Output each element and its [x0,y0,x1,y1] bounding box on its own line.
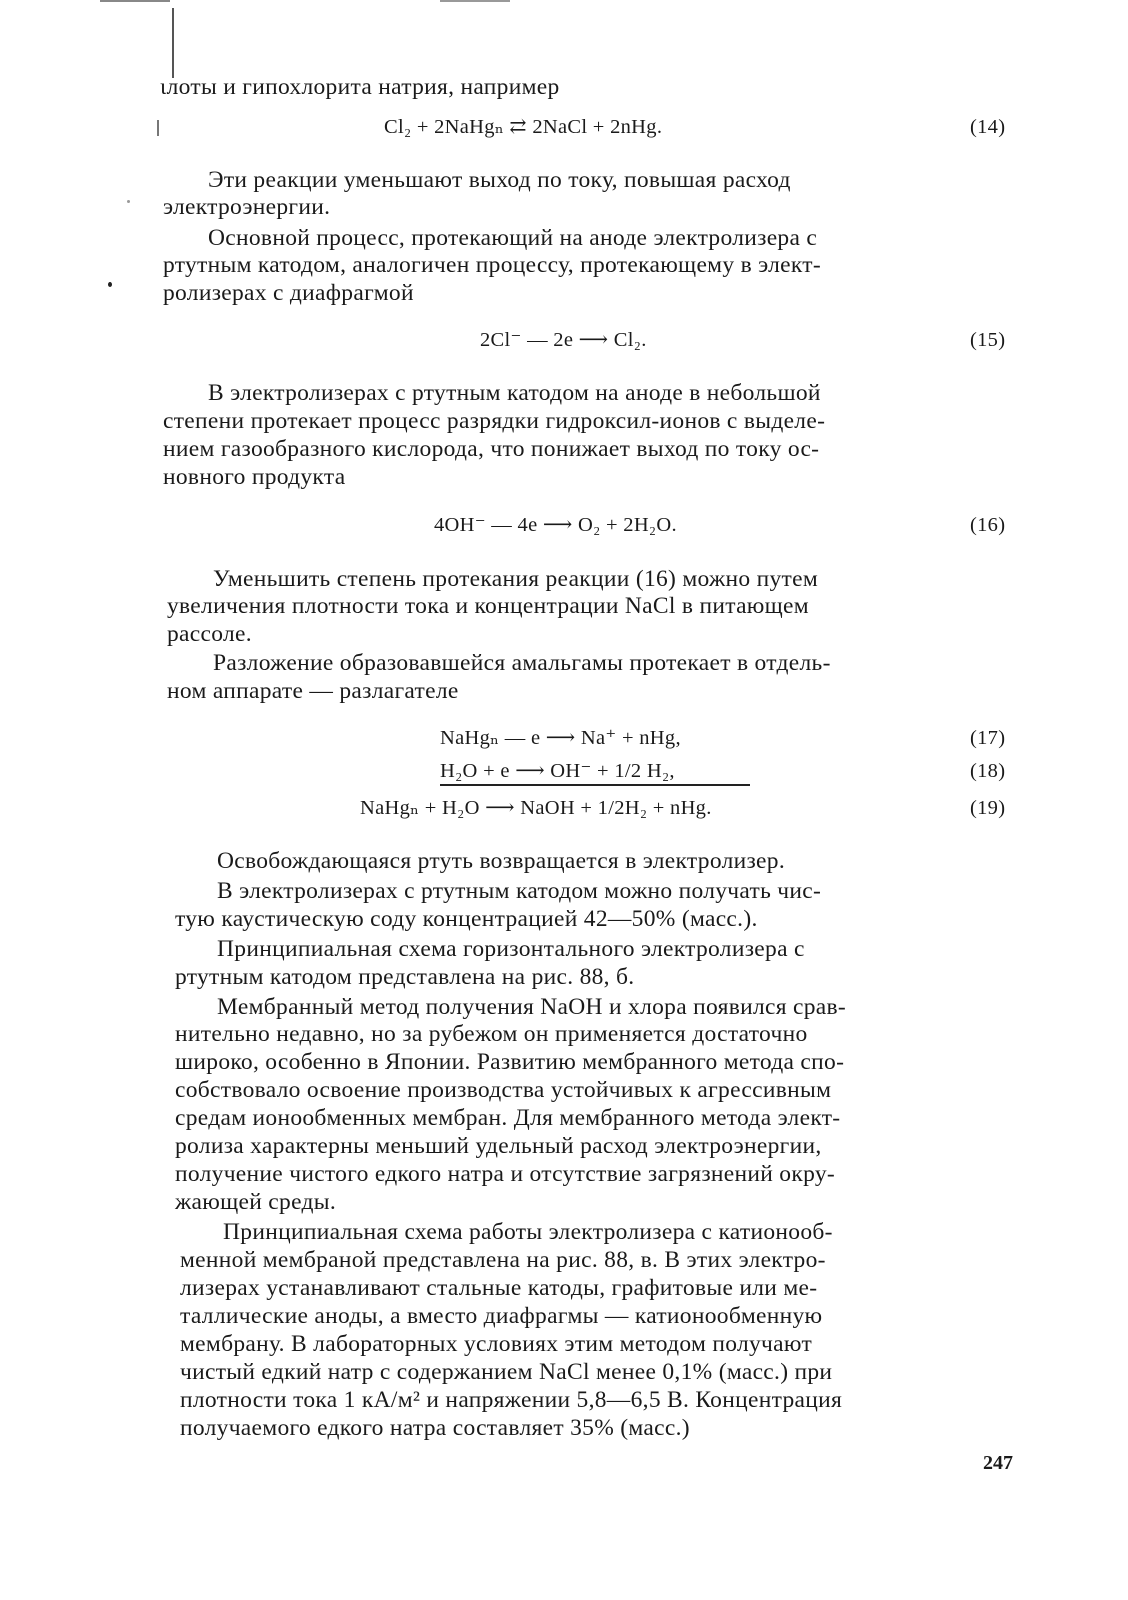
text-line: ролизерах с диафрагмой [163,280,414,306]
equation-17: NaHgₙ — e ⟶ Na⁺ + nHg, [440,727,681,749]
scan-artifact [440,0,510,2]
text-line: ном аппарате — разлагателе [167,678,459,704]
text-line: лизерах устанавливают стальные катоды, графитовые или ме- [180,1275,818,1301]
text-line: получаемого едкого натра составляет 35% (масс.) [180,1415,690,1441]
equation-14: Cl₂ + 2NaHgₙ ⇄ 2NaCl + 2nHg. [384,116,663,138]
text-line: менной мембраной представлена на рис. 88, в. В этих электро- [180,1247,826,1273]
equation-number-17: (17) [970,727,1006,749]
text-line: В электролизерах с ртутным катодом на аноде в небольшой [208,380,821,406]
scan-artifact [172,8,174,78]
text-line: Освобождающаяся ртуть возвращается в электролизер. [217,848,786,874]
text-line: Основной процесс, протекающий на аноде электролизера с [208,225,818,251]
text-line: жающей среды. [175,1189,337,1215]
text-line: ιлоты и гипохлорита натрия, например [160,74,560,100]
text-line: Разложение образовавшейся амальгамы протекает в отдель- [213,650,831,676]
text-line: нительно недавно, но за рубежом он применяется достаточно [175,1021,808,1047]
text-line: нием газообразного кислорода, что понижает выход по току ос- [163,436,820,462]
text-line: Мембранный метод получения NaOH и хлора появился срав- [217,994,847,1020]
text-line: Эти реакции уменьшают выход по току, повышая расход [208,167,791,193]
text-line: средам ионообменных мембран. Для мембранного метода элект- [175,1105,841,1131]
text-line: ролиза характерны меньший удельный расход электроэнергии, [175,1133,822,1159]
text-line: чистый едкий натр с содержанием NaCl менее 0,1% (масс.) при [180,1359,833,1385]
text-line: мембрану. В лабораторных условиях этим методом получают [180,1331,813,1357]
text-line: Принципиальная схема горизонтального электролизера с [217,936,805,962]
scan-artifact [157,120,159,136]
scan-artifact [108,282,112,287]
page-number: 247 [983,1452,1013,1474]
text-line: тую каустическую соду концентрацией 42—50% (масс.). [175,906,758,932]
text-line: получение чистого едкого натра и отсутствие загрязнений окру- [175,1161,835,1187]
text-line: рассоле. [167,621,252,647]
summation-line [440,784,750,786]
text-line: увеличения плотности тока и концентрации NaCl в питающем [167,593,809,619]
equation-18: H₂O + e ⟶ OH⁻ + 1/2 H₂, [440,760,675,782]
equation-number-15: (15) [970,329,1006,351]
equation-number-16: (16) [970,514,1006,536]
equation-19: NaHgₙ + H₂O ⟶ NaOH + 1/2H₂ + nHg. [360,797,712,819]
scan-artifact [100,0,170,2]
text-line: новного продукта [163,464,346,490]
text-line: В электролизерах с ртутным катодом можно получать чис- [217,878,822,904]
equation-16: 4OH⁻ — 4e ⟶ O₂ + 2H₂O. [434,514,677,536]
equation-number-14: (14) [970,116,1006,138]
text-line: широко, особенно в Японии. Развитию мембранного метода спо- [175,1049,845,1075]
equation-number-19: (19) [970,797,1006,819]
text-line: ртутным катодом представлена на рис. 88, б. [175,964,635,990]
text-line: таллические аноды, а вместо диафрагмы — катионообменную [180,1303,823,1329]
text-line: электроэнергии. [163,194,331,220]
equation-number-18: (18) [970,760,1006,782]
text-line: ртутным катодом, аналогичен процессу, протекающему в элект- [163,252,821,278]
text-line: собствовало освоение производства устойчивых к агрессивным [175,1077,832,1103]
equation-15: 2Cl⁻ — 2e ⟶ Cl₂. [480,329,647,351]
text-line: Принципиальная схема работы электролизера с катионооб- [223,1219,833,1245]
text-line: плотности тока 1 кА/м² и напряжении 5,8—6,5 В. Концентрация [180,1387,843,1413]
text-line: степени протекает процесс разрядки гидроксил-ионов с выделе- [163,408,826,434]
scan-artifact [127,200,130,203]
text-line: Уменьшить степень протекания реакции (16) можно путем [213,566,819,592]
